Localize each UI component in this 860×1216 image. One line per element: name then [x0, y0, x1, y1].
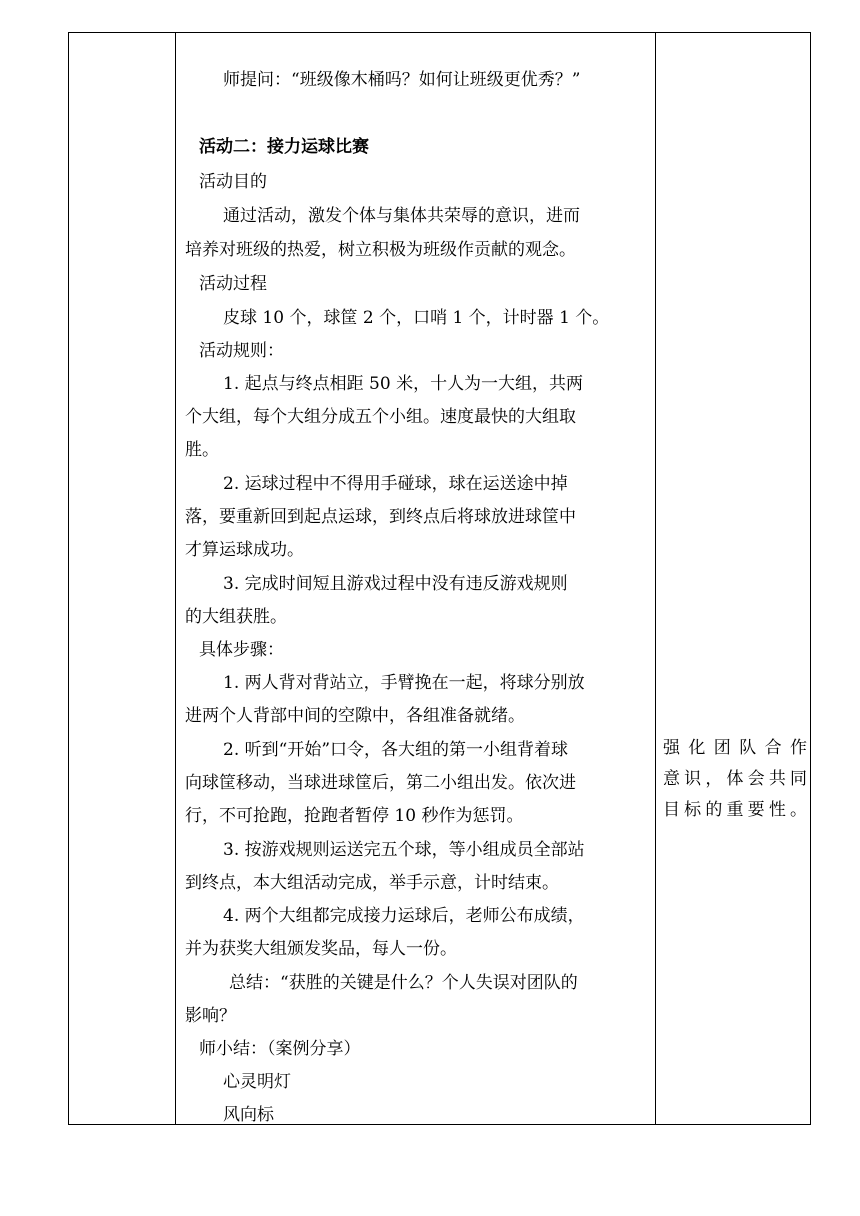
activity-two-heading: 活动二：接力运球比赛 — [199, 137, 369, 157]
teacher-question: 师提问：“班级像木桶吗？如何让班级更优秀？” — [223, 70, 581, 90]
rule-1-line-1: 1. 起点与终点相距 50 米，十人为一大组，共两 — [223, 374, 584, 394]
step-2-line-3: 行，不可抢跑，抢跑者暂停 10 秒作为惩罚。 — [185, 806, 524, 826]
rule-3-line-1: 3. 完成时间短且游戏过程中没有违反游戏规则 — [223, 574, 568, 594]
steps-label: 具体步骤： — [199, 640, 284, 660]
activity-rules-label: 活动规则： — [199, 341, 284, 361]
rule-1-line-3: 胜。 — [185, 440, 219, 460]
summary-question-line-1: 总结：“获胜的关键是什么？个人失误对团队的 — [229, 973, 578, 993]
step-4-line-2: 并为获奖大组颁发奖品，每人一份。 — [185, 939, 457, 959]
case-weathervane: 风向标 — [223, 1105, 274, 1125]
purpose-text-line-2: 培养对班级的热爱，树立积极为班级作贡献的观念。 — [185, 240, 576, 260]
design-intent-line-3: 目标的重要性。 — [663, 800, 807, 820]
summary-question-line-2: 影响？ — [185, 1006, 236, 1026]
rule-1-line-2: 个大组，每个大组分成五个小组。速度最快的大组取 — [185, 407, 576, 427]
design-intent-line-1: 强化团队合作 — [663, 738, 807, 758]
teacher-summary-label: 师小结：（案例分享） — [199, 1039, 361, 1059]
purpose-text-line-1: 通过活动，激发个体与集体共荣辱的意识，进而 — [223, 206, 580, 226]
step-3-line-2: 到终点，本大组活动完成，举手示意，计时结束。 — [185, 873, 559, 893]
column-divider-2 — [655, 33, 656, 1124]
rule-2-line-1: 2. 运球过程中不得用手碰球，球在运送途中掉 — [223, 474, 568, 494]
step-1-line-2: 进两个人背部中间的空隙中，各组准备就绪。 — [185, 706, 525, 726]
step-4-line-1: 4. 两个大组都完成接力运球后，老师公布成绩， — [223, 906, 585, 926]
design-intent-note — [663, 733, 807, 826]
rule-2-line-3: 才算运球成功。 — [185, 540, 304, 560]
rule-3-line-2: 的大组获胜。 — [185, 607, 287, 627]
design-intent-line-2: 意识，体会共同 — [663, 769, 807, 789]
activity-process-label: 活动过程 — [199, 274, 267, 294]
step-1-line-1: 1. 两人背对背站立，手臂挽在一起，将球分别放 — [223, 673, 585, 693]
case-heart-lamp: 心灵明灯 — [223, 1072, 291, 1092]
column-divider-1 — [175, 33, 176, 1124]
activity-purpose-label: 活动目的 — [199, 172, 267, 192]
lesson-table — [68, 32, 811, 1125]
materials-text: 皮球 10 个，球筐 2 个，口哨 1 个，计时器 1 个。 — [223, 308, 610, 328]
rule-2-line-2: 落，要重新回到起点运球，到终点后将球放进球筐中 — [185, 507, 576, 527]
step-3-line-1: 3. 按游戏规则运送完五个球，等小组成员全部站 — [223, 840, 585, 860]
step-2-line-1: 2. 听到“开始”口令，各大组的第一小组背着球 — [223, 740, 569, 760]
step-2-line-2: 向球筐移动，当球进球筐后，第二小组出发。依次进 — [185, 773, 576, 793]
